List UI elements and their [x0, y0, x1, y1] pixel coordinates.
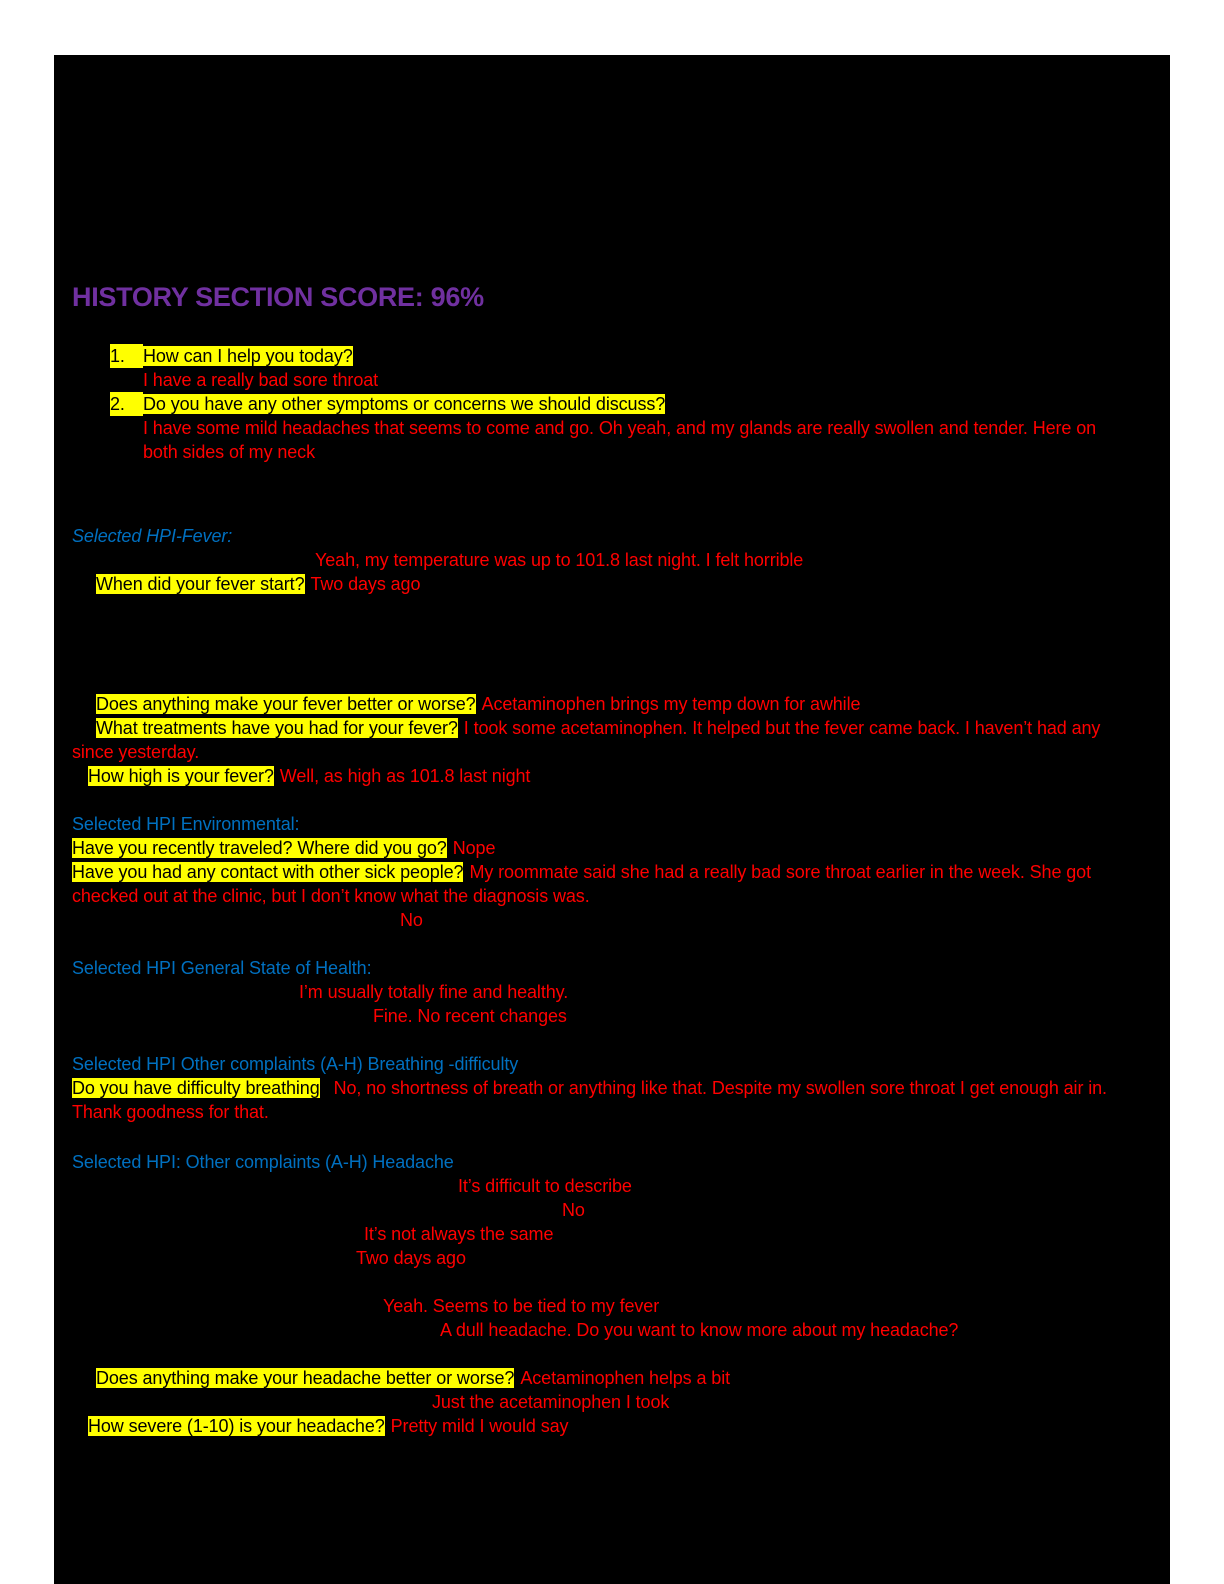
patient-answer: Pretty mild I would say	[390, 1416, 569, 1436]
general-health-section-header: Selected HPI General State of Health:	[72, 958, 372, 978]
list-number-2: 2.	[110, 392, 143, 416]
patient-answer: Acetaminophen brings my temp down for awhile	[481, 694, 861, 714]
headache-qa-1	[72, 1366, 1138, 1390]
patient-answer: Well, as high as 101.8 last night	[279, 766, 531, 786]
patient-answer: No, no shortness of breath or anything like that. Despite my swollen sore throat I get enough air in. Thank goodness for that.	[72, 1078, 1107, 1122]
spacer	[72, 1124, 1138, 1150]
question-highlight: Do you have any other symptoms or concerns we should discuss?	[143, 394, 666, 414]
list-number-1: 1.	[110, 344, 143, 368]
headache-answer-6: A dull headache. Do you want to know more about my headache?	[440, 1320, 959, 1340]
patient-answer: I have some mild headaches that seems to come and go. Oh yeah, and my glands are really swollen and tender. Here on both sides of my neck	[143, 418, 1097, 462]
headache-answer-4: Two days ago	[356, 1248, 466, 1268]
question-highlight: Does anything make your fever better or worse?	[96, 694, 476, 714]
spacer	[72, 1342, 1138, 1366]
spacer	[72, 1028, 1138, 1052]
general-health-answer-2: Fine. No recent changes	[373, 1006, 567, 1026]
environmental-extra-answer: No	[400, 910, 423, 930]
spacer	[72, 464, 1138, 524]
patient-answer: Nope	[452, 838, 496, 858]
patient-answer: I have a really bad sore throat	[143, 370, 379, 390]
patient-answer: I took some acetaminophen. It helped but the fever came back. I haven’t had any since yesterday.	[72, 718, 1101, 762]
document-canvas	[54, 55, 1170, 1584]
history-section-score-title: HISTORY SECTION SCORE: 96%	[72, 282, 484, 312]
environmental-qa-1	[72, 836, 1138, 860]
question-highlight: Do you have difficulty breathing	[72, 1078, 320, 1098]
spacer	[72, 788, 1138, 812]
question-highlight: What treatments have you had for your fever?	[96, 718, 458, 738]
headache-answer-1: It’s difficult to describe	[458, 1176, 632, 1196]
headache-answer-2: No	[562, 1200, 585, 1220]
fever-section-header: Selected HPI-Fever:	[72, 526, 233, 546]
fever-qa-2	[72, 692, 1138, 716]
spacer	[72, 932, 1138, 956]
headache-section-header: Selected HPI: Other complaints (A-H) Headache	[72, 1152, 454, 1172]
breathing-qa	[72, 1076, 1138, 1124]
spacer	[72, 314, 1138, 344]
breathing-section-header: Selected HPI Other complaints (A-H) Breathing -difficulty	[72, 1054, 519, 1074]
spacer	[72, 596, 1138, 692]
question-highlight: Have you recently traveled? Where did you go?	[72, 838, 447, 858]
patient-answer: Acetaminophen helps a bit	[520, 1368, 731, 1388]
question-highlight: How high is your fever?	[88, 766, 274, 786]
question-highlight: How severe (1-10) is your headache?	[88, 1416, 385, 1436]
patient-answer: Two days ago	[310, 574, 421, 594]
fever-qa-3	[72, 716, 1138, 764]
fever-unprompted-answer: Yeah, my temperature was up to 101.8 last night. I felt horrible	[315, 550, 804, 570]
fever-qa-1	[72, 572, 1138, 596]
headache-answer-5: Yeah. Seems to be tied to my fever	[383, 1296, 660, 1316]
environmental-qa-2	[72, 860, 1138, 908]
question-highlight: How can I help you today?	[143, 346, 353, 366]
environmental-section-header: Selected HPI Environmental:	[72, 814, 300, 834]
patient-answer: My roommate said she had a really bad sore throat earlier in the week. She got checked out at the clinic, but I don’t know what the diagnosis was.	[72, 862, 1091, 906]
headache-qa-2	[72, 1414, 1138, 1438]
question-highlight: Have you had any contact with other sick people?	[72, 862, 464, 882]
general-health-answer-1: I’m usually totally fine and healthy.	[299, 982, 569, 1002]
intro-question-1	[72, 344, 1138, 368]
intro-question-2	[72, 392, 1138, 416]
headache-extra-answer: Just the acetaminophen I took	[432, 1392, 670, 1412]
fever-qa-4	[72, 764, 1138, 788]
headache-answer-3: It’s not always the same	[364, 1224, 554, 1244]
question-highlight: When did your fever start?	[96, 574, 305, 594]
question-highlight: Does anything make your headache better or worse?	[96, 1368, 515, 1388]
spacer	[72, 1270, 1138, 1294]
